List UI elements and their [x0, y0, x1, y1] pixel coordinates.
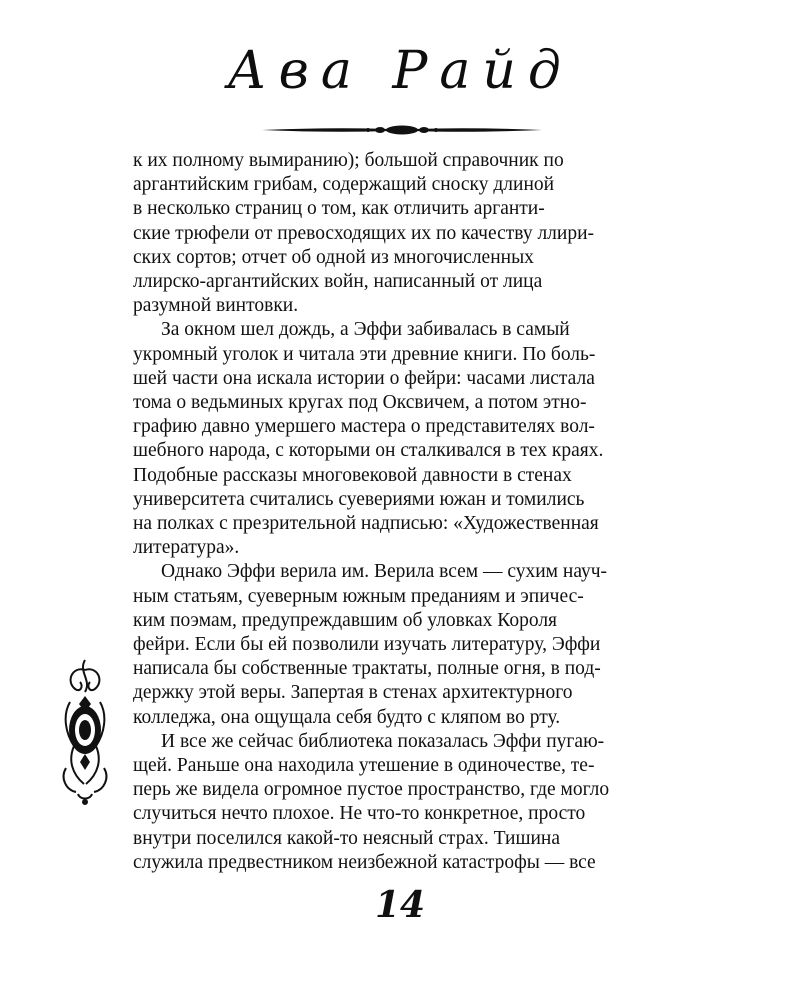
- decorative-rule-icon: [262, 118, 542, 142]
- text-line: университета считались суевериями южан и томились: [133, 488, 585, 510]
- text-line: ким поэмам, предупреждавшим об уловках Короля: [133, 609, 558, 631]
- text-line: случиться нечто плохое. Не что-то конкретное, просто: [133, 803, 586, 825]
- paragraph: [133, 730, 713, 875]
- text-line: в несколько страниц о том, как отличить арганти-: [133, 198, 545, 220]
- text-line: служила предвестником неизбежной катастрофы — все: [133, 851, 596, 873]
- text-line: тома о ведьминых кругах под Оксвичем, а потом этно-: [133, 392, 587, 414]
- text-line: колледжа, она ощущала себя будто с кляпом во рту.: [133, 706, 561, 728]
- text-line: щей. Раньше она находила утешение в одиночестве, те-: [133, 755, 595, 777]
- body-text: [133, 149, 713, 875]
- page-number: 14: [374, 884, 426, 926]
- text-line: написала бы собственные трактаты, полные огня, в под-: [133, 658, 601, 680]
- paragraph: [133, 149, 713, 318]
- text-line: Однако Эффи верила им. Верила всем — сухим науч-: [161, 561, 608, 583]
- paragraph: [133, 560, 713, 729]
- text-line: ские трюфели от превосходящих их по качеству ллири-: [133, 222, 595, 244]
- text-line: укромный уголок и читала эти древние книги. По боль-: [133, 343, 596, 365]
- text-line: ным статьям, суеверным южным преданиям и эпичес-: [133, 585, 584, 607]
- text-line: держку этой веры. Запертая в стенах архитектурного: [133, 682, 573, 704]
- text-line: шей части она искала истории о фейри: часами листала: [133, 367, 595, 389]
- text-line: Подобные рассказы многовековой давности в стенах: [133, 464, 572, 486]
- text-line: шебного народа, с которыми он сталкивался в тех краях.: [133, 440, 604, 462]
- text-line: литература».: [133, 537, 240, 559]
- text-line: ллирско-аргантийских войн, написанный от лица: [133, 271, 543, 293]
- paragraph: [133, 318, 713, 560]
- text-line: разумной винтовки.: [133, 295, 299, 317]
- text-line: За окном шел дождь, а Эффи забивалась в самый: [161, 319, 570, 341]
- text-line: на полках с презрительной надписью: «Художественная: [133, 513, 599, 535]
- running-header: [0, 41, 800, 101]
- text-line: фейри. Если бы ей позволили изучать литературу, Эффи: [133, 634, 601, 656]
- author-name: Ава Райд: [227, 41, 573, 101]
- text-line: И все же сейчас библиотека показалась Эффи пугаю-: [161, 730, 605, 752]
- text-line: аргантийским грибам, содержащий сноску длиной: [133, 174, 555, 196]
- text-line: графию давно умершего мастера о представителях вол-: [133, 416, 595, 438]
- text-line: перь же видела огромное пустое пространство, где могло: [133, 779, 610, 801]
- floral-ornament-icon: [58, 656, 112, 806]
- text-line: к их полному вымиранию); большой справочник по: [133, 150, 564, 171]
- text-line: ских сортов; отчет об одной из многочисленных: [133, 246, 534, 268]
- text-line: внутри поселился какой-то неясный страх. Тишина: [133, 827, 561, 849]
